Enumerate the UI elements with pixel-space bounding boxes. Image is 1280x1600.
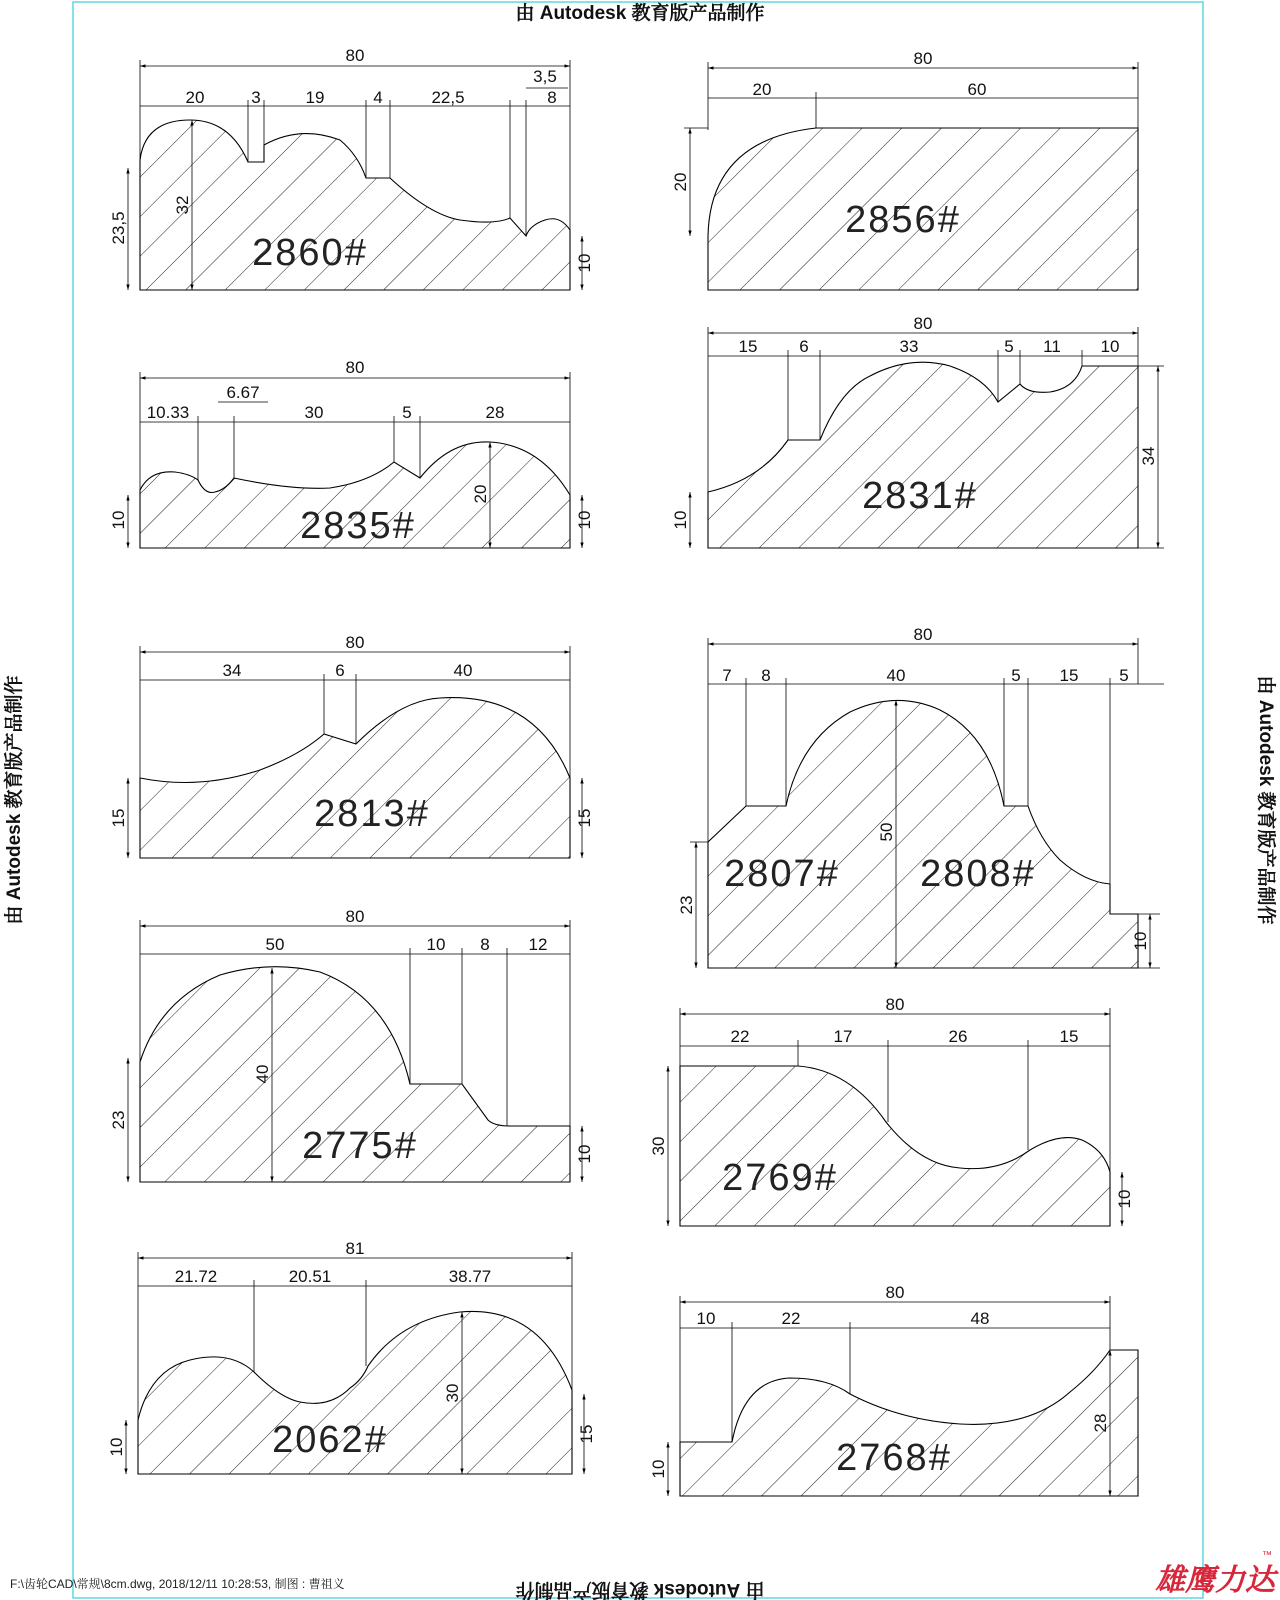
profile-2831-shape: [708, 362, 1138, 548]
dim-height: 20: [471, 484, 490, 504]
dim-segment: 3,5: [533, 67, 557, 86]
dim-segment: 10: [696, 1309, 716, 1328]
dim-height: 10: [575, 253, 594, 273]
dim-segment: 21.72: [174, 1267, 218, 1286]
dim-total: 80: [913, 314, 933, 333]
dim-segment: 10: [426, 935, 446, 954]
dim-segment: 22,5: [431, 88, 465, 107]
profile-label: 2808#: [920, 853, 1036, 895]
profile-label: 2856#: [845, 199, 961, 241]
dim-height: 10: [109, 510, 128, 530]
profile-2831: [671, 314, 1164, 548]
profile-label: 2775#: [302, 1125, 418, 1167]
dim-height: 10: [575, 1144, 594, 1164]
dim-segment: 10.33: [146, 403, 190, 422]
dim-height: 23: [677, 895, 696, 915]
dim-segment: 10: [1100, 337, 1120, 356]
dim-height: 10: [1115, 1189, 1134, 1209]
dim-segment: 50: [265, 935, 285, 954]
dim-height: 40: [253, 1064, 272, 1084]
dim-segment: 17: [833, 1027, 853, 1046]
dim-segment: 5: [402, 403, 412, 422]
dim-height: 28: [1091, 1413, 1110, 1433]
dim-segment: 60: [967, 80, 987, 99]
dim-segment: 20.51: [288, 1267, 332, 1286]
profile-label: 2860#: [252, 232, 368, 274]
dim-segment: 40: [886, 666, 906, 685]
dim-segment: 20: [752, 80, 772, 99]
dim-total: 80: [913, 49, 933, 68]
profile-label: 2062#: [272, 1419, 388, 1461]
dim-total: 80: [345, 46, 365, 65]
dim-height: 10: [1131, 931, 1150, 951]
profile-label: 2831#: [862, 475, 978, 517]
dim-segment: 5: [1119, 666, 1129, 685]
profile-2835: [109, 358, 594, 548]
dim-segment: 11: [1043, 337, 1061, 356]
dim-segment: 26: [948, 1027, 968, 1046]
dim-height: 10: [575, 510, 594, 530]
dim-height: 20: [671, 172, 690, 192]
dim-height: 23: [109, 1110, 128, 1130]
dim-segment: 6: [335, 661, 345, 680]
profile-2769: [649, 995, 1134, 1226]
dim-height: 50: [877, 822, 896, 842]
dim-segment: 33: [899, 337, 919, 356]
dim-total: 80: [345, 907, 365, 926]
profile-label: 2813#: [314, 793, 430, 835]
dim-height: 32: [173, 195, 192, 215]
profile-2856: [671, 49, 1138, 290]
profile-2769-shape: [680, 1066, 1110, 1226]
dim-segment: 3: [251, 88, 261, 107]
dim-total: 80: [885, 1283, 905, 1302]
dim-height: 15: [575, 808, 594, 828]
dim-segment: 19: [305, 88, 325, 107]
dim-segment: 4: [373, 88, 383, 107]
dim-segment: 38.77: [448, 1267, 492, 1286]
dim-segment: 20: [185, 88, 205, 107]
dim-segment: 34: [222, 661, 242, 680]
profile-label: 2768#: [836, 1437, 952, 1479]
dim-height: 10: [649, 1459, 668, 1479]
dim-segment: 7: [722, 666, 732, 685]
file-info-footer: F:\齿轮CAD\常规\8cm.dwg, 2018/12/11 10:28:53, 制图 : 曹祖义: [10, 1577, 345, 1591]
dim-segment: 8: [480, 935, 490, 954]
profile-2860: [109, 46, 594, 290]
watermark-bottom: 由 Autodesk 教育版产品制作: [515, 1579, 765, 1600]
watermark-top: 由 Autodesk 教育版产品制作: [515, 3, 765, 24]
profile-label: 2835#: [300, 505, 416, 547]
dim-height: 30: [649, 1136, 668, 1156]
dim-segment: 8: [547, 88, 557, 107]
profile-label: 2769#: [722, 1157, 838, 1199]
dim-segment: 40: [453, 661, 473, 680]
profile-label: 2807#: [724, 853, 840, 895]
watermark-left: 由 Autodesk 教育版产品制作: [4, 675, 25, 925]
dim-segment: 5: [1004, 337, 1014, 356]
brand-name: 雄鹰力达: [1155, 1563, 1275, 1598]
dim-height: 34: [1139, 446, 1158, 466]
dim-height: 10: [671, 510, 690, 530]
dim-segment: 15: [1059, 1027, 1079, 1046]
dim-height: 30: [443, 1383, 462, 1403]
profile-2775: [109, 907, 594, 1182]
dim-segment: 8: [761, 666, 771, 685]
profile-2768: [649, 1283, 1138, 1496]
dim-height: 15: [577, 1424, 596, 1444]
dim-segment: 5: [1011, 666, 1021, 685]
dim-total: 80: [885, 995, 905, 1014]
dim-segment: 22: [730, 1027, 750, 1046]
profile-2807-2808: [677, 625, 1164, 968]
dim-height: 10: [107, 1437, 126, 1457]
dim-total: 80: [913, 625, 933, 644]
brand-logo: [1155, 1550, 1279, 1598]
dim-total: 80: [345, 633, 365, 652]
profile-2807-shape: [708, 700, 1138, 968]
dim-segment: 30: [304, 403, 324, 422]
dim-segment: 15: [1059, 666, 1079, 685]
profile-2062: [107, 1239, 596, 1474]
profile-2813: [109, 633, 594, 858]
brand-tm: ™: [1262, 1550, 1272, 1561]
dim-segment: 22: [781, 1309, 801, 1328]
dim-segment: 6.67: [226, 383, 260, 402]
watermark-right: 由 Autodesk 教育版产品制作: [1255, 675, 1276, 925]
dim-segment: 48: [970, 1309, 990, 1328]
dim-segment: 15: [738, 337, 758, 356]
dim-segment: 6: [799, 337, 809, 356]
dim-total: 81: [345, 1239, 365, 1258]
dim-height: 23,5: [109, 211, 128, 245]
dim-segment: 12: [528, 935, 548, 954]
dim-height: 15: [109, 808, 128, 828]
dim-total: 80: [345, 358, 365, 377]
dim-segment: 28: [485, 403, 505, 422]
